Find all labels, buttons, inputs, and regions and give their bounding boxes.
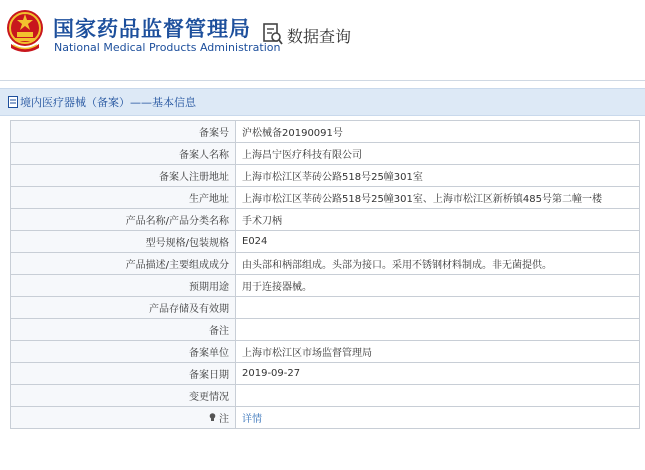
field-value: 沪松械备20190091号: [236, 121, 640, 143]
table-row: [11, 187, 640, 209]
field-value: 上海市松江区莘砖公路518号25幢301室: [236, 165, 640, 187]
section-title: 境内医疗器械（备案）——基本信息: [20, 96, 196, 109]
field-label: 备案人注册地址: [11, 165, 236, 187]
field-value: [236, 319, 640, 341]
field-value: 2019-09-27: [236, 363, 640, 385]
field-label: 变更情况: [11, 385, 236, 407]
table-row: [11, 165, 640, 187]
table-row: [11, 253, 640, 275]
field-value: [236, 385, 640, 407]
field-value: 用于连接器械。: [236, 275, 640, 297]
table-row: [11, 143, 640, 165]
field-value: 上海市松江区市场监督管理局: [236, 341, 640, 363]
field-value: [236, 297, 640, 319]
field-label: 预期用途: [11, 275, 236, 297]
site-header: [0, 0, 645, 80]
note-label-cell: [11, 407, 236, 429]
field-label: 生产地址: [11, 187, 236, 209]
field-label: 产品存储及有效期: [11, 297, 236, 319]
field-label: 型号规格/包装规格: [11, 231, 236, 253]
table-row: [11, 319, 640, 341]
field-label: 备案单位: [11, 341, 236, 363]
table-row: [11, 275, 640, 297]
section-bar: [0, 88, 645, 116]
field-value: 手术刀柄: [236, 209, 640, 231]
table-row: [11, 341, 640, 363]
field-label: 备注: [11, 319, 236, 341]
field-value: 上海市松江区莘砖公路518号25幢301室、上海市松江区新桥镇485号第二幢一楼: [236, 187, 640, 209]
field-value: 上海昌宁医疗科技有限公司: [236, 143, 640, 165]
field-value: 由头部和柄部组成。头部为接口。采用不锈钢材料制成。非无菌提供。: [236, 253, 640, 275]
details-link[interactable]: 详情: [242, 414, 262, 425]
field-label: 产品名称/产品分类名称: [11, 209, 236, 231]
brand-subtitle: National Medical Products Administration: [54, 41, 281, 54]
field-label: 备案号: [11, 121, 236, 143]
note-value-cell: [236, 407, 640, 429]
data-query-title: 数据查询: [287, 27, 352, 46]
document-search-icon: [262, 22, 284, 46]
brand-title: 国家药品监督管理局: [53, 17, 251, 41]
table-row: [11, 363, 640, 385]
field-value: E024: [236, 231, 640, 253]
lightbulb-icon: [209, 413, 216, 422]
field-label: 备案人名称: [11, 143, 236, 165]
table-row: [11, 231, 640, 253]
national-emblem-icon: [5, 8, 45, 54]
field-label: 产品描述/主要组成成分: [11, 253, 236, 275]
note-row: [11, 407, 640, 429]
note-label: 注: [219, 414, 229, 425]
header-divider: [0, 80, 645, 81]
field-label: 备案日期: [11, 363, 236, 385]
table-row: [11, 121, 640, 143]
document-icon: [8, 96, 18, 108]
table-row: [11, 297, 640, 319]
table-row: [11, 209, 640, 231]
record-table: [10, 120, 640, 429]
table-row: [11, 385, 640, 407]
